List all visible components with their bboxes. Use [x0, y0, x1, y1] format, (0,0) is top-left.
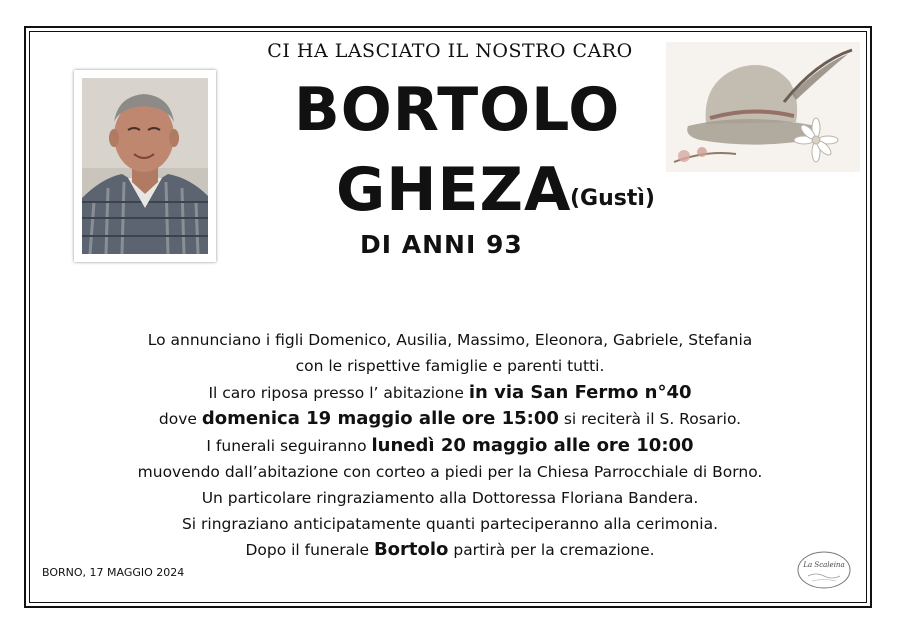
- deceased-nickname: (Gustì): [570, 186, 655, 211]
- announcement-segment: si reciterà il S. Rosario.: [558, 410, 742, 429]
- announcement-segment: partirà per la cremazione.: [448, 541, 655, 560]
- deceased-last-name: GHEZA: [336, 155, 572, 225]
- announcement-segment: Un particolare ringraziamento alla Dottoressa Floriana Bandera.: [201, 488, 699, 507]
- announcement-emphasis: lunedì 20 maggio alle ore 10:00: [371, 435, 694, 457]
- announcement-line: [40, 512, 860, 538]
- intro-heading: CI HA LASCIATO IL NOSTRO CARO: [267, 40, 633, 62]
- announcement-line: [40, 537, 860, 564]
- announcement-line: [40, 460, 860, 486]
- funeral-home-logo: [796, 550, 852, 590]
- announcement-segment: muovendo dall’abitazione con corteo a piedi per la Chiesa Parrocchiale di Borno.: [137, 462, 763, 481]
- place-date: BORNO, 17 MAGGIO 2024: [42, 566, 185, 579]
- announcement-line: [40, 486, 860, 512]
- announcement-segment: con le rispettive famiglie e parenti tutti.: [295, 356, 605, 375]
- portrait-photo-frame: [74, 70, 216, 262]
- logo-text: La Scaleina: [803, 561, 845, 569]
- announcement-segment: Dopo il funerale: [245, 541, 374, 560]
- announcement-emphasis: domenica 19 maggio alle ore 15:00: [201, 408, 559, 430]
- announcement-line: [40, 328, 860, 354]
- alpine-hat-emblem: [666, 42, 860, 172]
- announcement-line: [40, 433, 860, 460]
- announcement-emphasis: Bortolo: [373, 539, 449, 561]
- announcement-segment: I funerali seguiranno: [206, 437, 372, 456]
- announcement-line: [40, 380, 860, 407]
- announcement-segment: Il caro riposa presso l’ abitazione: [208, 383, 469, 402]
- announcement-segment: Si ringraziano anticipatamente quanti parteciperanno alla cerimonia.: [181, 514, 719, 533]
- announcement-line: [40, 354, 860, 380]
- deceased-age: DI ANNI 93: [360, 230, 523, 259]
- announcement-line: [40, 406, 860, 433]
- announcement-segment: dove: [158, 410, 202, 429]
- announcement-segment: Lo annunciano i figli Domenico, Ausilia, Massimo, Eleonora, Gabriele, Stefania: [147, 331, 753, 349]
- deceased-first-name: BORTOLO: [294, 75, 621, 145]
- announcement-text: [40, 328, 860, 564]
- portrait-photo: [82, 78, 208, 254]
- announcement-emphasis: in via San Fermo n°40: [468, 381, 692, 403]
